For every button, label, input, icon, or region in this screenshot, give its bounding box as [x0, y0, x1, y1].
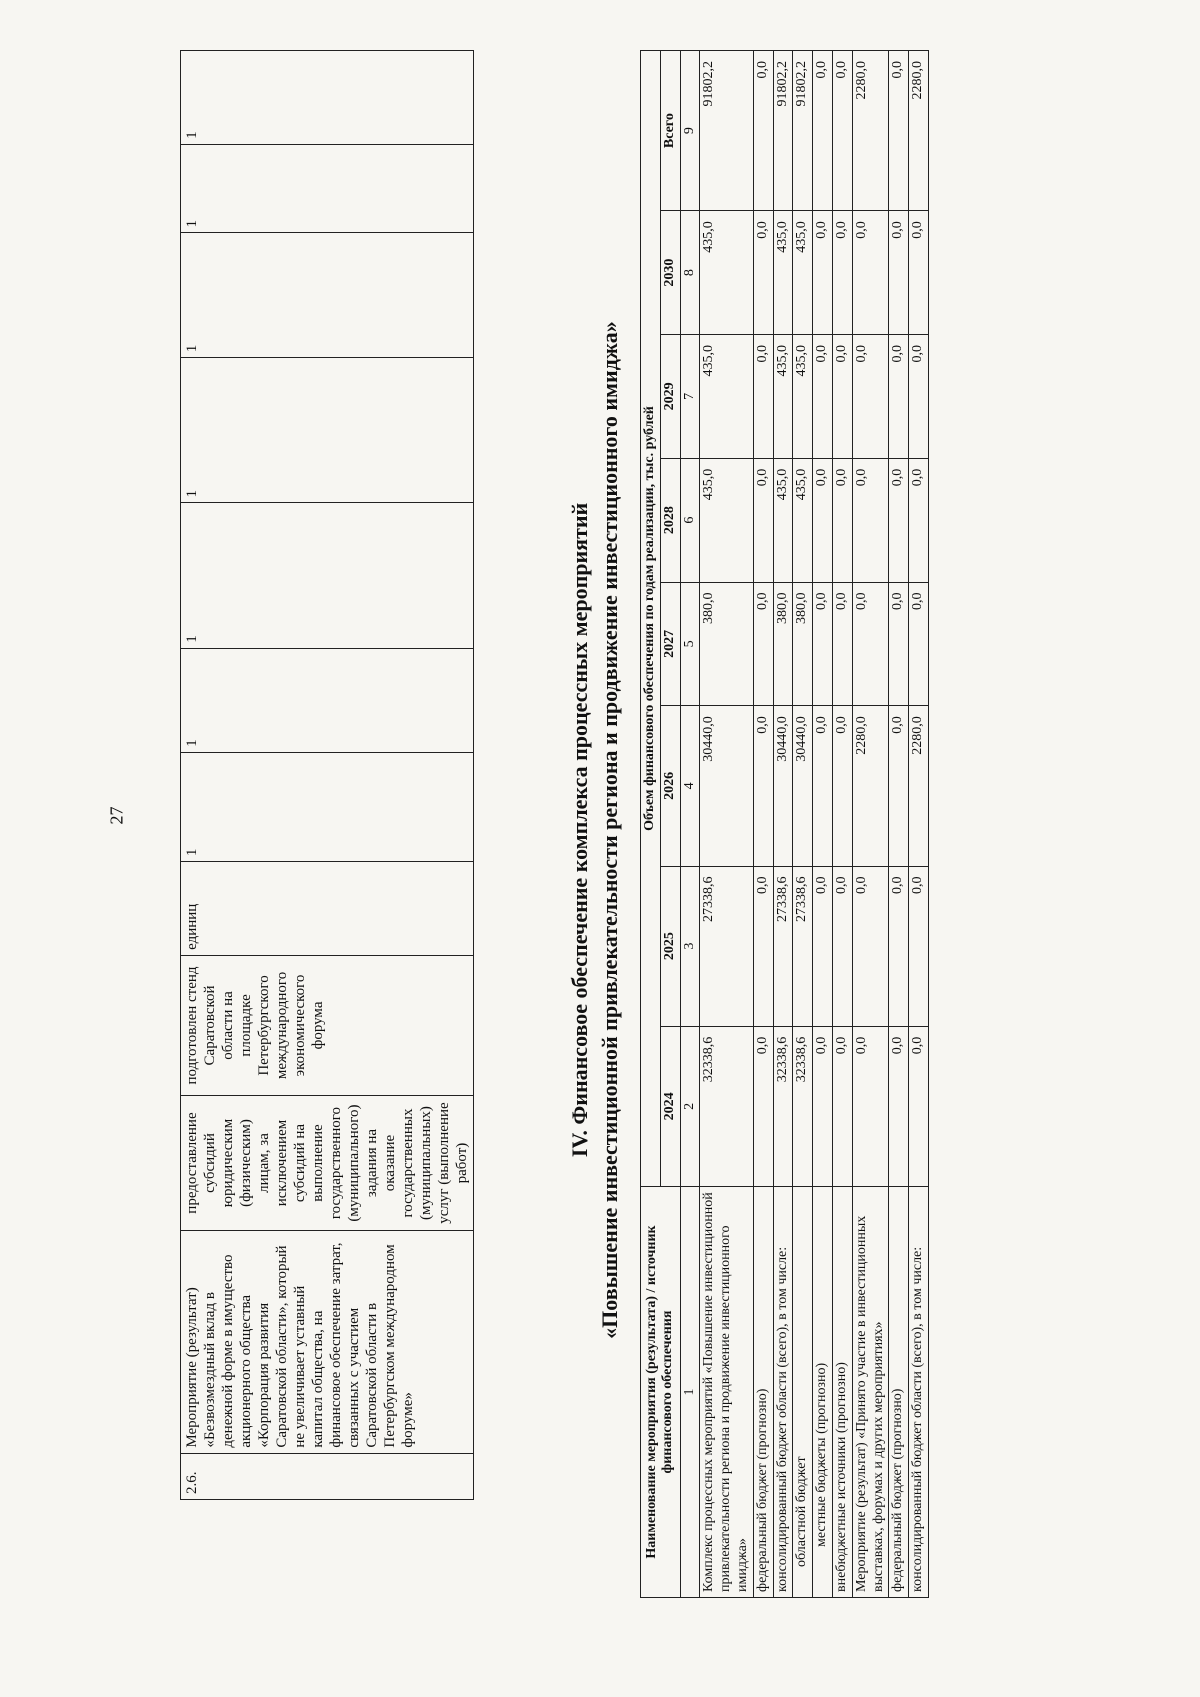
table-row	[700, 51, 753, 1598]
row-value: 380,0	[793, 582, 813, 706]
row-value: 0,0	[813, 458, 833, 582]
row-name: Комплекс процессных мероприятий «Повышение инвестиционной привлекательности региона и продвижение инвестиционного имиджа»	[700, 1187, 753, 1598]
row-value: 0,0	[813, 335, 833, 459]
table-row	[813, 51, 833, 1598]
row-value: 32338,6	[793, 1026, 813, 1186]
row-value: 0,0	[832, 211, 852, 335]
row-value: 32338,6	[700, 1026, 753, 1186]
value-cell: 1	[181, 51, 474, 145]
row-value: 435,0	[793, 458, 813, 582]
value-cell: 1	[181, 648, 474, 752]
row-value: 32338,6	[773, 1026, 793, 1186]
section-subtitle: «Повышение инвестиционной привлекательности региона и продвижение инвестиционного имиджа»	[597, 321, 622, 1339]
row-name: областной бюджет	[793, 1187, 813, 1598]
row-value: 0,0	[813, 582, 833, 706]
col-number: 6	[680, 458, 700, 582]
row-value: 27338,6	[793, 866, 813, 1026]
row-value: 435,0	[793, 335, 813, 459]
year-header: 2027	[660, 582, 680, 706]
table-row	[181, 51, 474, 1500]
table-row	[852, 51, 889, 1598]
row-value: 0,0	[909, 1026, 929, 1186]
unit-cell: единиц	[181, 862, 474, 956]
row-value: 0,0	[889, 458, 909, 582]
row-value: 435,0	[773, 335, 793, 459]
row-value: 0,0	[832, 1026, 852, 1186]
row-value: 0,0	[753, 211, 773, 335]
row-value: 0,0	[753, 458, 773, 582]
finance-table	[640, 50, 929, 1598]
header-row	[641, 51, 661, 1598]
row-value: 0,0	[852, 866, 889, 1026]
table-row	[793, 51, 813, 1598]
row-value: 0,0	[889, 866, 909, 1026]
row-value: 30440,0	[793, 706, 813, 866]
row-value: 0,0	[832, 458, 852, 582]
col-number-row	[680, 51, 700, 1598]
row-value: 2280,0	[852, 706, 889, 866]
row-name: федеральный бюджет (прогнозно)	[889, 1187, 909, 1598]
row-value: 30440,0	[700, 706, 753, 866]
row-value: 2280,0	[909, 706, 929, 866]
row-value: 0,0	[753, 582, 773, 706]
event-description: подготовлен стенд Саратовской области на площадке Петербургского международного экономического форума	[181, 955, 474, 1095]
row-value: 0,0	[753, 51, 773, 211]
row-value: 0,0	[889, 706, 909, 866]
event-name: Мероприятие (результат) «Безвозмездный вклад в денежной форме в имущество акционерного общества «Корпорация развития Саратовской области», который не увеличивает уставный капитал общества, на финансовое обеспечение затрат, связанных с участием Саратовской области в Петербургском международном форуме»	[181, 1231, 474, 1454]
row-number: 2.6.	[181, 1453, 474, 1499]
row-value: 0,0	[889, 1026, 909, 1186]
group-header: Объем финансового обеспечения по годам реализации, тыс. рублей	[641, 51, 661, 1187]
row-name: консолидированный бюджет области (всего), в том числе:	[909, 1187, 929, 1598]
row-name: Мероприятие (результат) «Принято участие в инвестиционных выставках, форумах и других мероприятиях»	[852, 1187, 889, 1598]
year-header: 2025	[660, 866, 680, 1026]
row-value: 0,0	[909, 866, 929, 1026]
col-number: 7	[680, 335, 700, 459]
row-name: местные бюджеты (прогнозно)	[813, 1187, 833, 1598]
value-cell: 1	[181, 144, 474, 233]
row-value: 2280,0	[909, 51, 929, 211]
row-value: 0,0	[889, 211, 909, 335]
row-value: 91802,2	[793, 51, 813, 211]
page-number: 27	[106, 806, 127, 825]
row-value: 0,0	[832, 706, 852, 866]
landscape-content	[120, 50, 1100, 1610]
col-number: 2	[680, 1026, 700, 1186]
row-value: 0,0	[832, 51, 852, 211]
row-value: 0,0	[813, 1026, 833, 1186]
row-value: 0,0	[753, 866, 773, 1026]
value-cell: 1	[181, 503, 474, 648]
row-value: 435,0	[773, 458, 793, 582]
row-value: 0,0	[753, 706, 773, 866]
row-value: 30440,0	[773, 706, 793, 866]
row-value: 27338,6	[773, 866, 793, 1026]
row-value: 0,0	[909, 335, 929, 459]
row-value: 435,0	[700, 211, 753, 335]
value-cell: 1	[181, 752, 474, 861]
section-title: IV. Финансовое обеспечение комплекса процессных мероприятий	[567, 502, 592, 1158]
value-cell: 1	[181, 233, 474, 358]
row-value: 0,0	[753, 1026, 773, 1186]
col-number: 4	[680, 706, 700, 866]
row-value: 0,0	[832, 582, 852, 706]
row-value: 91802,2	[773, 51, 793, 211]
col-number: 5	[680, 582, 700, 706]
row-value: 0,0	[813, 866, 833, 1026]
year-header: 2026	[660, 706, 680, 866]
row-value: 0,0	[889, 582, 909, 706]
table-row	[832, 51, 852, 1598]
activity-table	[180, 50, 474, 1500]
col-name-header: Наименование мероприятия (результата) / источник финансового обеспечения	[641, 1187, 681, 1598]
col-number: 3	[680, 866, 700, 1026]
row-name: федеральный бюджет (прогнозно)	[753, 1187, 773, 1598]
row-value: 435,0	[700, 458, 753, 582]
col-number: 1	[680, 1187, 700, 1598]
total-header: Всего	[660, 51, 680, 211]
table-row	[773, 51, 793, 1598]
row-value: 0,0	[813, 706, 833, 866]
row-value: 0,0	[813, 51, 833, 211]
row-value: 0,0	[909, 211, 929, 335]
row-value: 380,0	[700, 582, 753, 706]
row-value: 0,0	[852, 211, 889, 335]
row-value: 27338,6	[700, 866, 753, 1026]
year-header: 2030	[660, 211, 680, 335]
row-value: 0,0	[909, 458, 929, 582]
row-value: 0,0	[832, 335, 852, 459]
row-value: 91802,2	[700, 51, 753, 211]
row-value: 0,0	[909, 582, 929, 706]
row-value: 2280,0	[852, 51, 889, 211]
row-value: 435,0	[700, 335, 753, 459]
row-value: 0,0	[813, 211, 833, 335]
row-value: 0,0	[852, 1026, 889, 1186]
year-header: 2028	[660, 458, 680, 582]
row-value: 0,0	[852, 458, 889, 582]
row-value: 0,0	[832, 866, 852, 1026]
value-cell: 1	[181, 358, 474, 503]
event-type: предоставление субсидий юридическим (физическим) лицам, за исключением субсидий на выполнение государственного (муниципального) задания на оказание государственных (муниципальных) услуг (выполнение работ)	[181, 1096, 474, 1231]
table-row	[889, 51, 909, 1598]
row-value: 0,0	[889, 51, 909, 211]
row-value: 380,0	[773, 582, 793, 706]
year-header: 2029	[660, 335, 680, 459]
table-row	[909, 51, 929, 1598]
row-value: 0,0	[852, 335, 889, 459]
col-number: 9	[680, 51, 700, 211]
row-value: 0,0	[889, 335, 909, 459]
row-value: 0,0	[753, 335, 773, 459]
row-value: 435,0	[773, 211, 793, 335]
table-row	[753, 51, 773, 1598]
row-name: внебюджетные источники (прогнозно)	[832, 1187, 852, 1598]
row-name: консолидированный бюджет области (всего), в том числе:	[773, 1187, 793, 1598]
row-value: 435,0	[793, 211, 813, 335]
col-number: 8	[680, 211, 700, 335]
year-header: 2024	[660, 1026, 680, 1186]
row-value: 0,0	[852, 582, 889, 706]
